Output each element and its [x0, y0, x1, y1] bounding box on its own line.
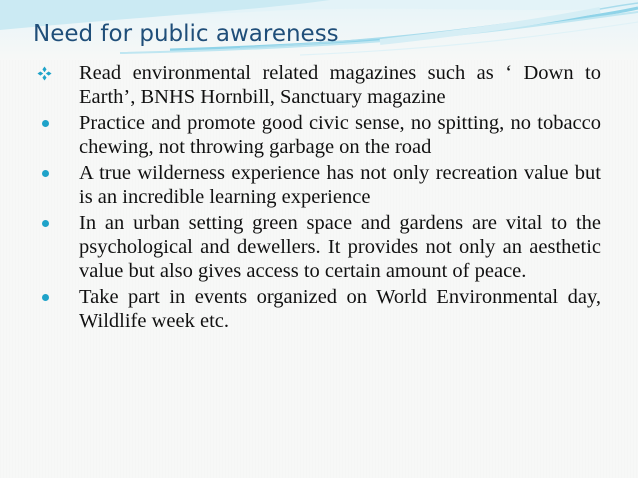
dot-bullet-icon — [42, 120, 49, 127]
bullet-text: Read environmental related magazines such as ‘ Down to Earth’, BNHS Hornbill, Sanctuary magazine — [79, 62, 601, 108]
page-title: Need for public awareness — [33, 21, 339, 47]
list-item — [0, 111, 601, 159]
bullet-text: Take part in events organized on World Environmental day, Wildlife week etc. — [79, 286, 601, 332]
dot-bullet-icon — [42, 294, 49, 301]
list-item — [0, 161, 601, 209]
list-item — [0, 61, 601, 109]
list-item — [0, 211, 601, 283]
dot-bullet-icon — [42, 220, 49, 227]
bullet-text: Practice and promote good civic sense, no spitting, no tobacco chewing, not throwing garbage on the road — [79, 112, 601, 158]
list-item — [0, 285, 601, 333]
dot-bullet-icon — [42, 170, 49, 177]
bullet-text: In an urban setting green space and gardens are vital to the psychological and dewellers. It provides not only an aesthetic value but also gives access to certain amount of peace. — [79, 212, 601, 282]
bullet-list — [0, 61, 638, 335]
diamond-bullet-icon — [37, 66, 52, 81]
bullet-text: A true wilderness experience has not only recreation value but is an incredible learning experience — [79, 162, 601, 208]
